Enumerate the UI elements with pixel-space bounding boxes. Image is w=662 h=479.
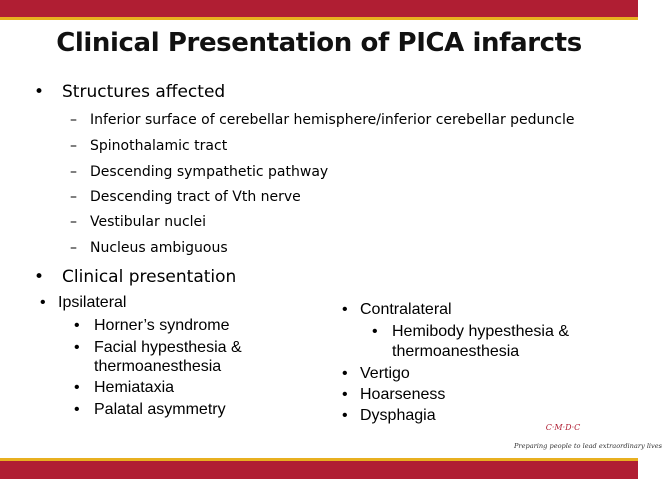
- bullet-icon: •: [74, 379, 80, 396]
- top-header-band: [0, 0, 638, 17]
- bullet-icon: •: [34, 82, 45, 102]
- dash-icon: –: [70, 240, 77, 256]
- item-label: Horner’s syndrome: [94, 317, 230, 334]
- institution-tagline: Preparing people to lead extraordinary lives: [514, 442, 662, 450]
- item-label: Dysphagia: [360, 407, 436, 424]
- institution-logo: [542, 420, 584, 434]
- bullet-icon: •: [74, 317, 80, 334]
- top-gold-stripe: [0, 17, 638, 20]
- item-label: Hemiataxia: [94, 379, 175, 396]
- bullet-label: Structures affected: [62, 82, 226, 102]
- dash-icon: –: [70, 164, 77, 180]
- bullet-icon: •: [342, 407, 348, 424]
- dash-icon: –: [70, 138, 77, 154]
- bottom-footer-band: [0, 461, 638, 479]
- heading-label: Ipsilateral: [58, 294, 127, 311]
- bullet-label: Clinical presentation: [62, 267, 237, 287]
- item-label: Hemibody hypesthesia &: [392, 323, 569, 340]
- sub-item-label: Inferior surface of cerebellar hemisphere/inferior cerebellar peduncle: [90, 112, 575, 128]
- item-label: Facial hypesthesia &: [94, 339, 242, 356]
- heading-label: Contralateral: [360, 301, 452, 318]
- bullet-icon: •: [372, 323, 378, 340]
- bullet-icon: •: [74, 339, 80, 356]
- dash-icon: –: [70, 189, 77, 205]
- bullet-icon: •: [34, 267, 45, 287]
- item-label: Palatal asymmetry: [94, 401, 226, 418]
- bullet-icon: •: [342, 301, 348, 318]
- item-label: Hoarseness: [360, 386, 446, 403]
- sub-item-label: Nucleus ambiguous: [90, 240, 228, 256]
- sub-item-label: Descending tract of Vth nerve: [90, 189, 301, 205]
- logo-mark-icon: [542, 420, 584, 434]
- bullet-icon: •: [40, 294, 46, 311]
- sub-item-label: Descending sympathetic pathway: [90, 164, 329, 180]
- dash-icon: –: [70, 214, 77, 230]
- item-label-continued: thermoanesthesia: [392, 343, 520, 360]
- bullet-icon: •: [342, 386, 348, 403]
- item-label-continued: thermoanesthesia: [94, 358, 222, 375]
- item-label: Vertigo: [360, 365, 410, 382]
- dash-icon: –: [70, 112, 77, 128]
- bullet-icon: •: [342, 365, 348, 382]
- bullet-icon: •: [74, 401, 80, 418]
- slide-title: Clinical Presentation of PICA infarcts: [56, 28, 582, 58]
- svg-text:C·M·D·C: C·M·D·C: [545, 423, 581, 432]
- sub-item-label: Spinothalamic tract: [90, 138, 228, 154]
- sub-item-label: Vestibular nuclei: [90, 214, 207, 230]
